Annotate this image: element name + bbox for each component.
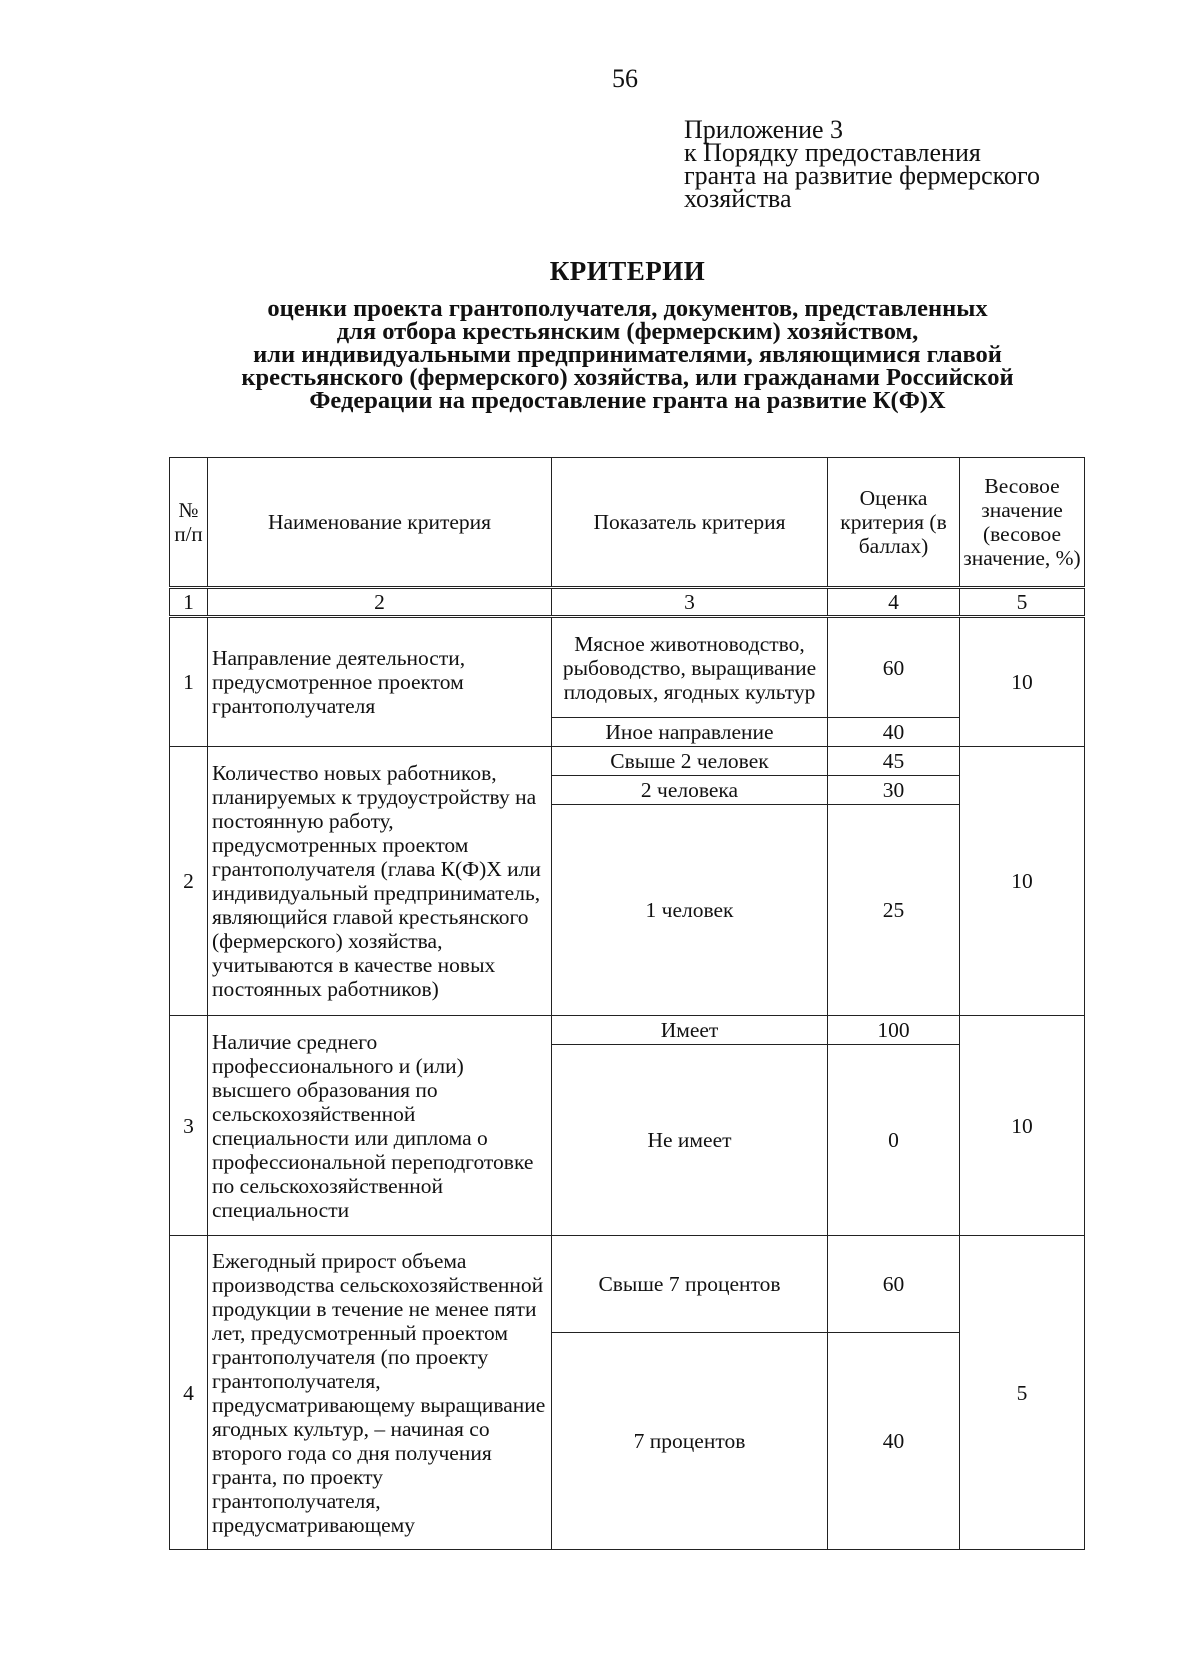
column-number: 4	[828, 588, 960, 617]
indicator-label: 1 человек	[552, 805, 828, 1016]
header-num: № п/п	[170, 458, 208, 588]
indicator-score: 40	[828, 1333, 960, 1550]
table-row	[170, 1236, 1085, 1333]
appendix-line: Приложение 3	[684, 115, 844, 144]
subtitle-line: Федерации на предоставление гранта на развитие К(Ф)Х	[309, 387, 946, 414]
header-indicator: Показатель критерия	[552, 458, 828, 588]
indicator-label: Не имеет	[552, 1045, 828, 1236]
appendix-line: хозяйства	[684, 184, 792, 213]
subtitle-line: крестьянского (фермерского) хозяйства, или гражданами Российской	[241, 364, 1014, 391]
header-weight: Весовое значение (весовое значение, %)	[960, 458, 1085, 588]
indicator-score: 60	[828, 1236, 960, 1333]
indicator-score: 100	[828, 1016, 960, 1045]
criterion-name: Ежегодный прирост объема производства сельскохозяйственной продукции в течение не менее пяти лет, предусмотренный проектом грантополучателя (по проекту грантополучателя, предусматривающему выращивание ягодных культур, – начиная со второго года со дня получения гранта, по проекту грантополучателя, предусматривающему	[208, 1236, 552, 1550]
row-num: 3	[170, 1016, 208, 1236]
indicator-score: 0	[828, 1045, 960, 1236]
criterion-name: Наличие среднего профессионального и (или) высшего образования по сельскохозяйственной специальности или диплома о профессиональной переподготовке по сельскохозяйственной специальности	[208, 1016, 552, 1236]
indicator-label: Имеет	[552, 1016, 828, 1045]
appendix-line: к Порядку предоставления	[684, 138, 981, 167]
criterion-weight: 10	[960, 617, 1085, 747]
criterion-name: Количество новых работников, планируемых к трудоустройству на постоянную работу, предусмотренных проектом грантополучателя (глава К(Ф)Х или индивидуальный предприниматель, являющийся главой крестьянского (фермерского) хозяйства, учитываются в качестве новых постоянных работников)	[208, 747, 552, 1016]
row-num: 1	[170, 617, 208, 747]
indicator-score: 45	[828, 747, 960, 776]
criterion-name: Направление деятельности, предусмотренное проектом грантополучателя	[208, 617, 552, 747]
indicator-label: 2 человека	[552, 776, 828, 805]
indicator-score: 60	[828, 617, 960, 718]
column-number: 1	[170, 588, 208, 617]
subtitle-line: или индивидуальными предпринимателями, являющимися главой	[253, 341, 1002, 368]
indicator-label: Свыше 7 процентов	[552, 1236, 828, 1333]
subtitle-line: оценки проекта грантополучателя, документов, представленных	[267, 295, 988, 322]
page-number: 56	[612, 64, 638, 93]
document-title: КРИТЕРИИ	[549, 256, 706, 286]
criteria-table	[169, 457, 1085, 1550]
column-number-row	[170, 588, 1085, 617]
column-number: 5	[960, 588, 1085, 617]
criterion-weight: 10	[960, 1016, 1085, 1236]
indicator-label: 7 процентов	[552, 1333, 828, 1550]
indicator-score: 40	[828, 718, 960, 747]
column-number: 2	[208, 588, 552, 617]
subtitle-line: для отбора крестьянским (фермерским) хозяйством,	[336, 318, 919, 345]
table-header-row	[170, 458, 1085, 588]
table-row	[170, 617, 1085, 718]
indicator-label: Иное направление	[552, 718, 828, 747]
criterion-weight: 10	[960, 747, 1085, 1016]
indicator-score: 30	[828, 776, 960, 805]
criterion-weight: 5	[960, 1236, 1085, 1550]
table-row	[170, 747, 1085, 776]
indicator-score: 25	[828, 805, 960, 1016]
row-num: 4	[170, 1236, 208, 1550]
table-row	[170, 1016, 1085, 1045]
header-criterion-name: Наименование критерия	[208, 458, 552, 588]
appendix-line: гранта на развитие фермерского	[684, 161, 1040, 190]
indicator-label: Свыше 2 человек	[552, 747, 828, 776]
column-number: 3	[552, 588, 828, 617]
header-score: Оценка критерия (в баллах)	[828, 458, 960, 588]
document-subtitle	[160, 297, 1095, 412]
appendix-reference	[684, 115, 1144, 213]
row-num: 2	[170, 747, 208, 1016]
indicator-label: Мясное животноводство, рыбоводство, выращивание плодовых, ягодных культур	[552, 617, 828, 718]
